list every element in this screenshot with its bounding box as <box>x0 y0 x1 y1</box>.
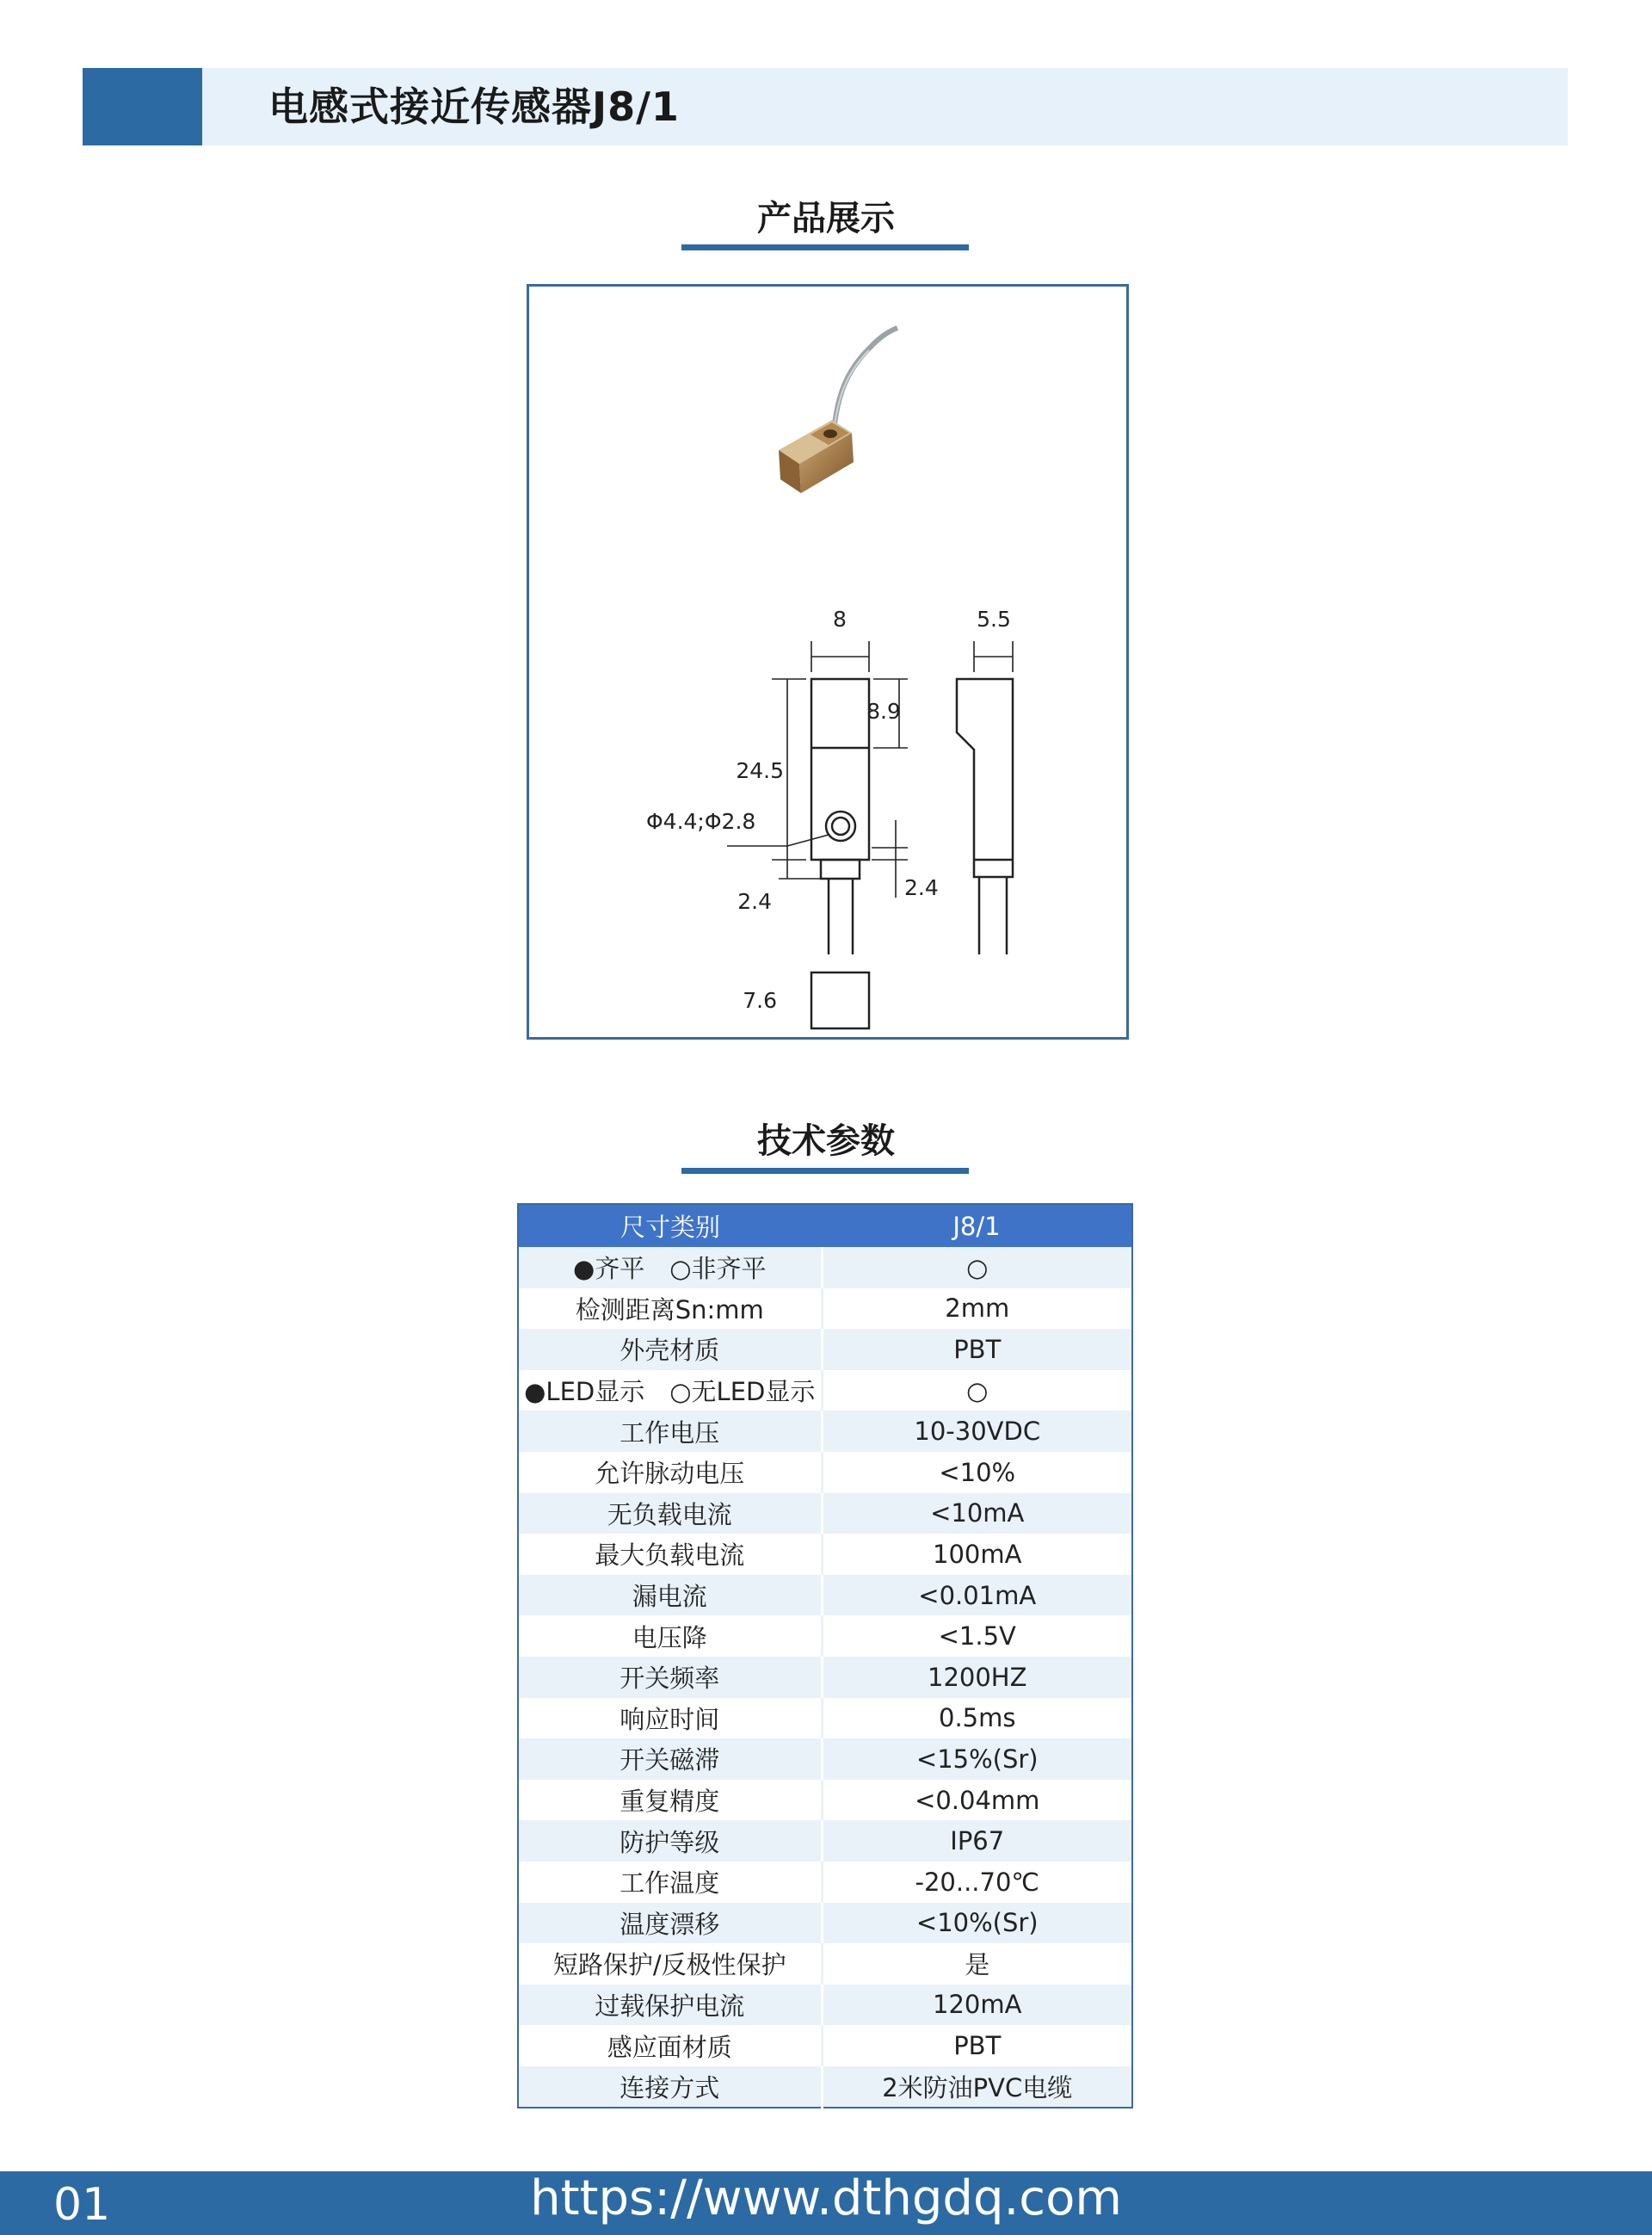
showcase-section-title: 产品展示 <box>757 199 895 238</box>
spec-param-cell: 开关频率 <box>518 1657 822 1698</box>
spec-value-cell: <10% <box>822 1452 1132 1493</box>
table-row <box>518 2066 1132 2108</box>
table-row <box>518 1575 1132 1616</box>
spec-param-cell: 检测距离Sn:mm <box>518 1288 822 1330</box>
spec-table <box>517 1203 1133 2108</box>
dimension-drawing <box>811 679 1013 1028</box>
showcase-title-underline <box>681 244 969 250</box>
dim-end-label: 7.6 <box>743 988 777 1013</box>
spec-param-cell: 重复精度 <box>518 1780 822 1821</box>
spec-param-cell: 电压降 <box>518 1615 822 1657</box>
table-row <box>518 1615 1132 1657</box>
spec-header-model: J8/1 <box>822 1204 1132 1247</box>
table-row <box>518 1780 1132 1821</box>
table-row <box>518 1861 1132 1903</box>
spec-header-param: 尺寸类别 <box>518 1204 822 1247</box>
header-accent-block <box>83 68 202 145</box>
spec-param-cell: 工作温度 <box>518 1861 822 1903</box>
table-row <box>518 1288 1132 1330</box>
spec-value-cell: <0.01mA <box>822 1575 1132 1616</box>
spec-param-cell: 漏电流 <box>518 1575 822 1616</box>
table-row <box>518 1903 1132 1944</box>
table-row <box>518 1493 1132 1534</box>
spec-param-cell: 响应时间 <box>518 1698 822 1739</box>
table-row <box>518 1943 1132 1985</box>
spec-param-cell: 过载保护电流 <box>518 1985 822 2026</box>
table-row <box>518 1534 1132 1575</box>
dim-depth-label: 5.5 <box>977 607 1011 632</box>
spec-param-cell: ●LED显示 ○无LED显示 <box>518 1370 822 1411</box>
spec-value-cell: PBT <box>822 2025 1132 2066</box>
specs-title-underline <box>681 1168 969 1174</box>
spec-param-cell: 无负载电流 <box>518 1493 822 1534</box>
spec-value-cell: <10%(Sr) <box>822 1903 1132 1944</box>
spec-value-cell: 120mA <box>822 1985 1132 2026</box>
spec-value-cell: <15%(Sr) <box>822 1738 1132 1780</box>
dim-hole-label: Φ4.4;Φ2.8 <box>646 809 756 834</box>
spec-value-cell: <10mA <box>822 1493 1132 1534</box>
spec-value-cell: IP67 <box>822 1820 1132 1861</box>
table-row <box>518 1985 1132 2026</box>
table-row <box>518 1820 1132 1861</box>
table-row <box>518 1247 1132 1288</box>
specs-section-title: 技术参数 <box>757 1121 895 1161</box>
spec-param-cell: 最大负载电流 <box>518 1534 822 1575</box>
product-showcase-frame <box>527 284 1129 1040</box>
spec-table-header <box>518 1204 1132 1247</box>
dim-upper-label: 8.9 <box>866 699 901 724</box>
table-row <box>518 1411 1132 1452</box>
table-row <box>518 1738 1132 1780</box>
table-row <box>518 1657 1132 1698</box>
end-view-body <box>811 972 869 1028</box>
product-drawing <box>529 287 1126 1037</box>
front-view-body <box>811 679 869 860</box>
spec-param-cell: 短路保护/反极性保护 <box>518 1943 822 1985</box>
table-row <box>518 1370 1132 1411</box>
spec-value-cell: ○ <box>822 1247 1132 1288</box>
table-row <box>518 2025 1132 2066</box>
spec-value-cell: 100mA <box>822 1534 1132 1575</box>
page-number: 01 <box>53 2179 111 2231</box>
table-row <box>518 1698 1132 1739</box>
website-link[interactable]: https://www.dthgdq.com <box>530 2170 1122 2226</box>
spec-param-cell: 温度漂移 <box>518 1903 822 1944</box>
spec-value-cell: -20...70℃ <box>822 1861 1132 1903</box>
spec-value-cell: 0.5ms <box>822 1698 1132 1739</box>
spec-value-cell: 2mm <box>822 1288 1132 1330</box>
side-view-body <box>957 679 1013 877</box>
spec-param-cell: 外壳材质 <box>518 1329 822 1370</box>
spec-value-cell: <0.04mm <box>822 1780 1132 1821</box>
spec-param-cell: 工作电压 <box>518 1411 822 1452</box>
spec-value-cell: 1200HZ <box>822 1657 1132 1698</box>
dim-offset-left-label: 2.4 <box>737 889 772 914</box>
product-photo <box>779 328 897 493</box>
spec-value-cell: <1.5V <box>822 1615 1132 1657</box>
dim-offset-right-label: 2.4 <box>904 875 939 900</box>
table-row <box>518 1329 1132 1370</box>
page-title: 电感式接近传感器J8/1 <box>268 83 680 130</box>
spec-value-cell: 10-30VDC <box>822 1411 1132 1452</box>
spec-param-cell: 开关磁滞 <box>518 1738 822 1780</box>
spec-param-cell: ●齐平 ○非齐平 <box>518 1247 822 1288</box>
spec-value-cell: PBT <box>822 1329 1132 1370</box>
spec-value-cell: 是 <box>822 1943 1132 1985</box>
dim-length-label: 24.5 <box>736 758 784 783</box>
spec-value-cell: ○ <box>822 1370 1132 1411</box>
spec-param-cell: 防护等级 <box>518 1820 822 1861</box>
spec-param-cell: 感应面材质 <box>518 2025 822 2066</box>
spec-value-cell: 2米防油PVC电缆 <box>822 2066 1132 2108</box>
spec-param-cell: 允许脉动电压 <box>518 1452 822 1493</box>
dim-width-label: 8 <box>833 607 847 632</box>
spec-param-cell: 连接方式 <box>518 2066 822 2108</box>
table-row <box>518 1452 1132 1493</box>
